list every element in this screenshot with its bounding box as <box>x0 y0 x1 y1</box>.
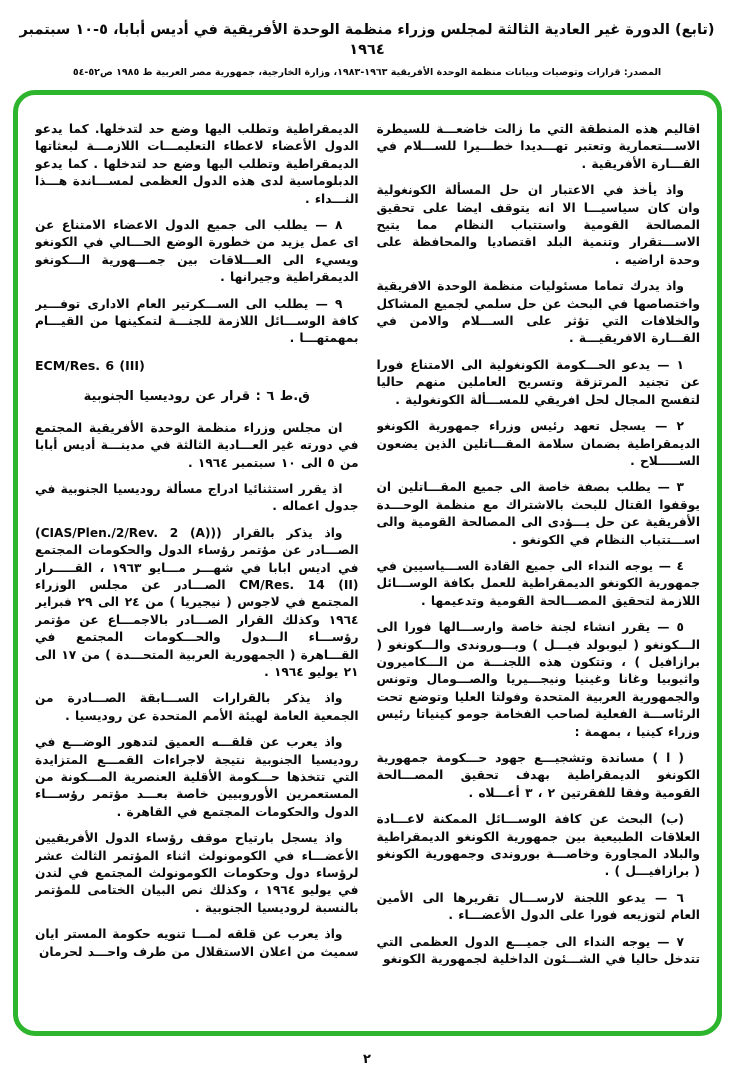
right-column-paragraph-11: ٦ — يدعو اللجنة لارســـال تقريرها الى الأمين العام لتوزيعه فورا على الدول الأعضـــاء . <box>376 890 700 923</box>
right-column-paragraph-6: ٣ — يطلب بصفة خاصة الى جميع المقـــاتلين ان يوقفوا القتال للبحث بالاشتراك مع منظمة الوحـــدة الأفريقية عن حل يـــؤدى الى المصالحة القومية والى اســـتتباب النظام في الكونغو . <box>376 480 700 547</box>
text-column-right <box>377 121 701 1023</box>
right-column-paragraph-1: اقاليم هذه المنطقة التي ما زالت خاضعـــة للسيطرة الاســـتعمارية وتعتبر تهـــديدا خطـــيرا للســـلام في القـــارة الأفريقية . <box>376 122 700 171</box>
right-column-paragraph-9: ( ا ) مساندة وتشجيـــع جهود حـــكومة جمهورية الكونغو الديمقراطية بهدف تحقيق المصـــالحة القومية وفقا للفقرتين ٢ ، ٣ أعـــلاه . <box>376 751 700 800</box>
left-column-paragraph-2: ٨ — يطلب الى جميع الدول الاعضاء الامتناع عن اى عمل يزيد من خطورة الوضع الحـــالي في الكونغو ويسيء الى العـــلاقات بين جمـــهورية الـــكونغو الديمقراطية وجيرانها . <box>35 218 359 285</box>
left-column-paragraph-7: اذ يقرر استثنائيا ادراج مسألة روديسيا الجنوبية في جدول اعماله . <box>35 481 359 514</box>
source-citation: المصدر: قرارات وتوصيات وبيانات منظمة الوحدة الأفريقية ١٩٦٣-١٩٨٣، وزارة الخارجية، جمهورية مصر العربية ط ١٩٨٥ ص٥٢-٥٤ <box>72 66 662 78</box>
right-column-paragraph-3: واذ يدرك تماما مسئوليات منظمة الوحدة الافريقية واختصاصها في البحث عن حل سلمي لجميع المشاكل والخلافات التي تؤثر على الســـلام والامن في القـــارة الافريقيـــة . <box>376 279 700 346</box>
left-column-paragraph-1: الديمقراطية وتطلب اليها وضع حد لتدخلها. كما يدعو الدول الأعضاء لاعطاء التعليمـــات اللازمـــة لبعثاتها الديمقراطية وتطلب اليها وضع حد لتدخلها . كما يدعو الدبلوماسية لدى هذه الدول العظمى لمســـاندة هـــذا النـــداء . <box>35 122 359 206</box>
left-column-paragraph-10: واذ يعرب عن قلقـــه العميق لتدهور الوضـــع في روديسيا الجنوبية نتيجة لاجراءات القمـــع المتزايدة التي تتخذها حـــكومة الأقلية العنصرية المـــكونة من المستعمرين الأوروبيين خاصة بعـــد مؤتمر رؤســـاء الدول والحكومات المجتمع في القاهرة . <box>35 735 359 819</box>
right-column-paragraph-8: ٥ — يقرر انشاء لجنة خاصة وارســـالها فورا الى الـــكونغو ( ليوبولد فيـــل ) وبـــوروندى والـــكونغو ( برازافيل ) ، وتتكون هذه اللجنـــة من الـــكاميرون واثيوبيا وغانا وغينيا ونيجـــيريا والصـــومال وتونس والجمهورية العربية المتحدة وفولتا العليا وتوضع تحت الرئاســـة الفعلية لصاحب الفخامة جومو كينياتا رئيس وزراء كينيا ، بمهمة : <box>376 620 700 739</box>
right-column-paragraph-10: (ب) البحث عن كافة الوســـائل الممكنة لاعـــادة العلاقات الطبيعية بين جمهورية الكونغو الديمقراطية والبلاد المجاورة وخاصـــة بوروندى وجمهورية الكونغو ( برازافيـــل ) . <box>376 812 700 879</box>
green-border-frame <box>13 90 722 1036</box>
left-column-paragraph-6: ان مجلس وزراء منظمة الوحدة الأفريقية المجتمع في دورته غير العـــادية الثالثة في مدينـــة أديس أبابا من ٥ الى ١٠ سبتمبر ١٩٦٤ . <box>35 420 359 470</box>
left-column-paragraph-3: ٩ — يطلب الى الســـكرتير العام الادارى توفـــير كافة الوســـائل اللازمة للجنـــة لتمكينها من القيـــام بمهمتهـــا . <box>35 296 359 346</box>
right-column-paragraph-4: ١ — يدعو الحـــكومة الكونغولية الى الامتناع فورا عن تجنيد المرتزقة وتسريح العاملين منهم حاليا لتفسح المجال لحل افريقي للمســـألة الكونغولية . <box>376 357 700 407</box>
page-header <box>0 20 734 78</box>
left-column-paragraph-9: واذ يذكر بالقرارات الســـابقة الصـــادرة من الجمعية العامة لهيئة الأمم المتحدة عن روديسيا . <box>35 691 359 723</box>
right-column-paragraph-2: واذ يأخذ في الاعتبار ان حل المسألة الكونغولية وان كان سياسيـــا الا انه يتوقف ايضا على تحقيق المصالحة القومية واستتباب النظام مما يتيح الاســـتقرار وتنمية البلد اقتصاديا والمحافظة على وحدة اراضيه . <box>376 183 700 267</box>
text-column-left <box>35 121 359 1023</box>
right-column-paragraph-5: ٢ — يسجل تعهد رئيس وزراء جمهورية الكونغو الديمقراطية بضمان سلامة المقـــاتلين الذين يضعون الســـــلاح . <box>376 419 700 468</box>
left-column-paragraph-4: ECM/Res. 6 (III) <box>35 357 145 373</box>
left-column-paragraph-5: ق.ط ٦ : قرار عن روديسيا الجنوبية <box>83 389 310 405</box>
right-column-paragraph-7: ٤ — يوجه النداء الى جميع القادة الســـياسيين في جمهورية الكونغو الديمقراطية للعمل بكافة الوســـائل اللازمة لتحقيق المصـــالحة القومية وتدعيمها . <box>376 558 700 608</box>
right-column-paragraph-12: ٧ — يوجه النداء الى جميـــع الدول العظمى التي تتدخل حاليا في الشـــئون الداخلية لجمهورية الكونغو <box>376 934 700 967</box>
page-number: ٢ <box>363 1052 371 1067</box>
left-column-paragraph-8: واذ يذكر بالقرار ((CIAS/Plen./2/Rev. 2 (A)) الصـــادر عن مؤتمر رؤساء الدول والحكومات المجتمع في اديس ابابا في شهـــر مـــايو ١٩٦٣ ، القـــــرار CM/Res. 14 (II) الصـــادر عن مجلس الوزراء المجتمع في لاجوس ( نيجيريا ) من ٢٤ الى ٢٩ فبراير ١٩٦٤ وكذلك القرار الصـــادر بالاجمـــاع عن مؤتمر رؤســـاء الـــدول والحـــكومات المجتمع في القـــاهرة ( الجمهورية العربية المتحـــدة ) من ١٧ الى ٢١ يوليو ١٩٦٤ . <box>35 525 359 679</box>
left-column-paragraph-12: واذ يعرب عن قلقه لمـــا تنويه حكومة المستر ايان سميث من اعلان الاستقلال من طرف واحـــد لحرمان <box>35 927 359 959</box>
two-column-text-area <box>35 121 700 1023</box>
session-title: (تابع) الدورة غير العادية الثالثة لمجلس وزراء منظمة الوحدة الأفريقية في أديس أبابا، ٥-١٠ سبتمبر ١٩٦٤ <box>19 22 715 59</box>
left-column-paragraph-11: واذ يسجل بارتياح موقف رؤساء الدول الأفريقيين الأعضـــاء في الكومونولث اثناء المؤتمر الثالث عشر لرؤساء دول وحكومات الكومونولث المجتمع في لندن في يوليو ١٩٦٤ ، وكذلك نص البيان الختامى للمؤتمر بالنسبة لروديسيا الجنوبية . <box>35 831 359 915</box>
